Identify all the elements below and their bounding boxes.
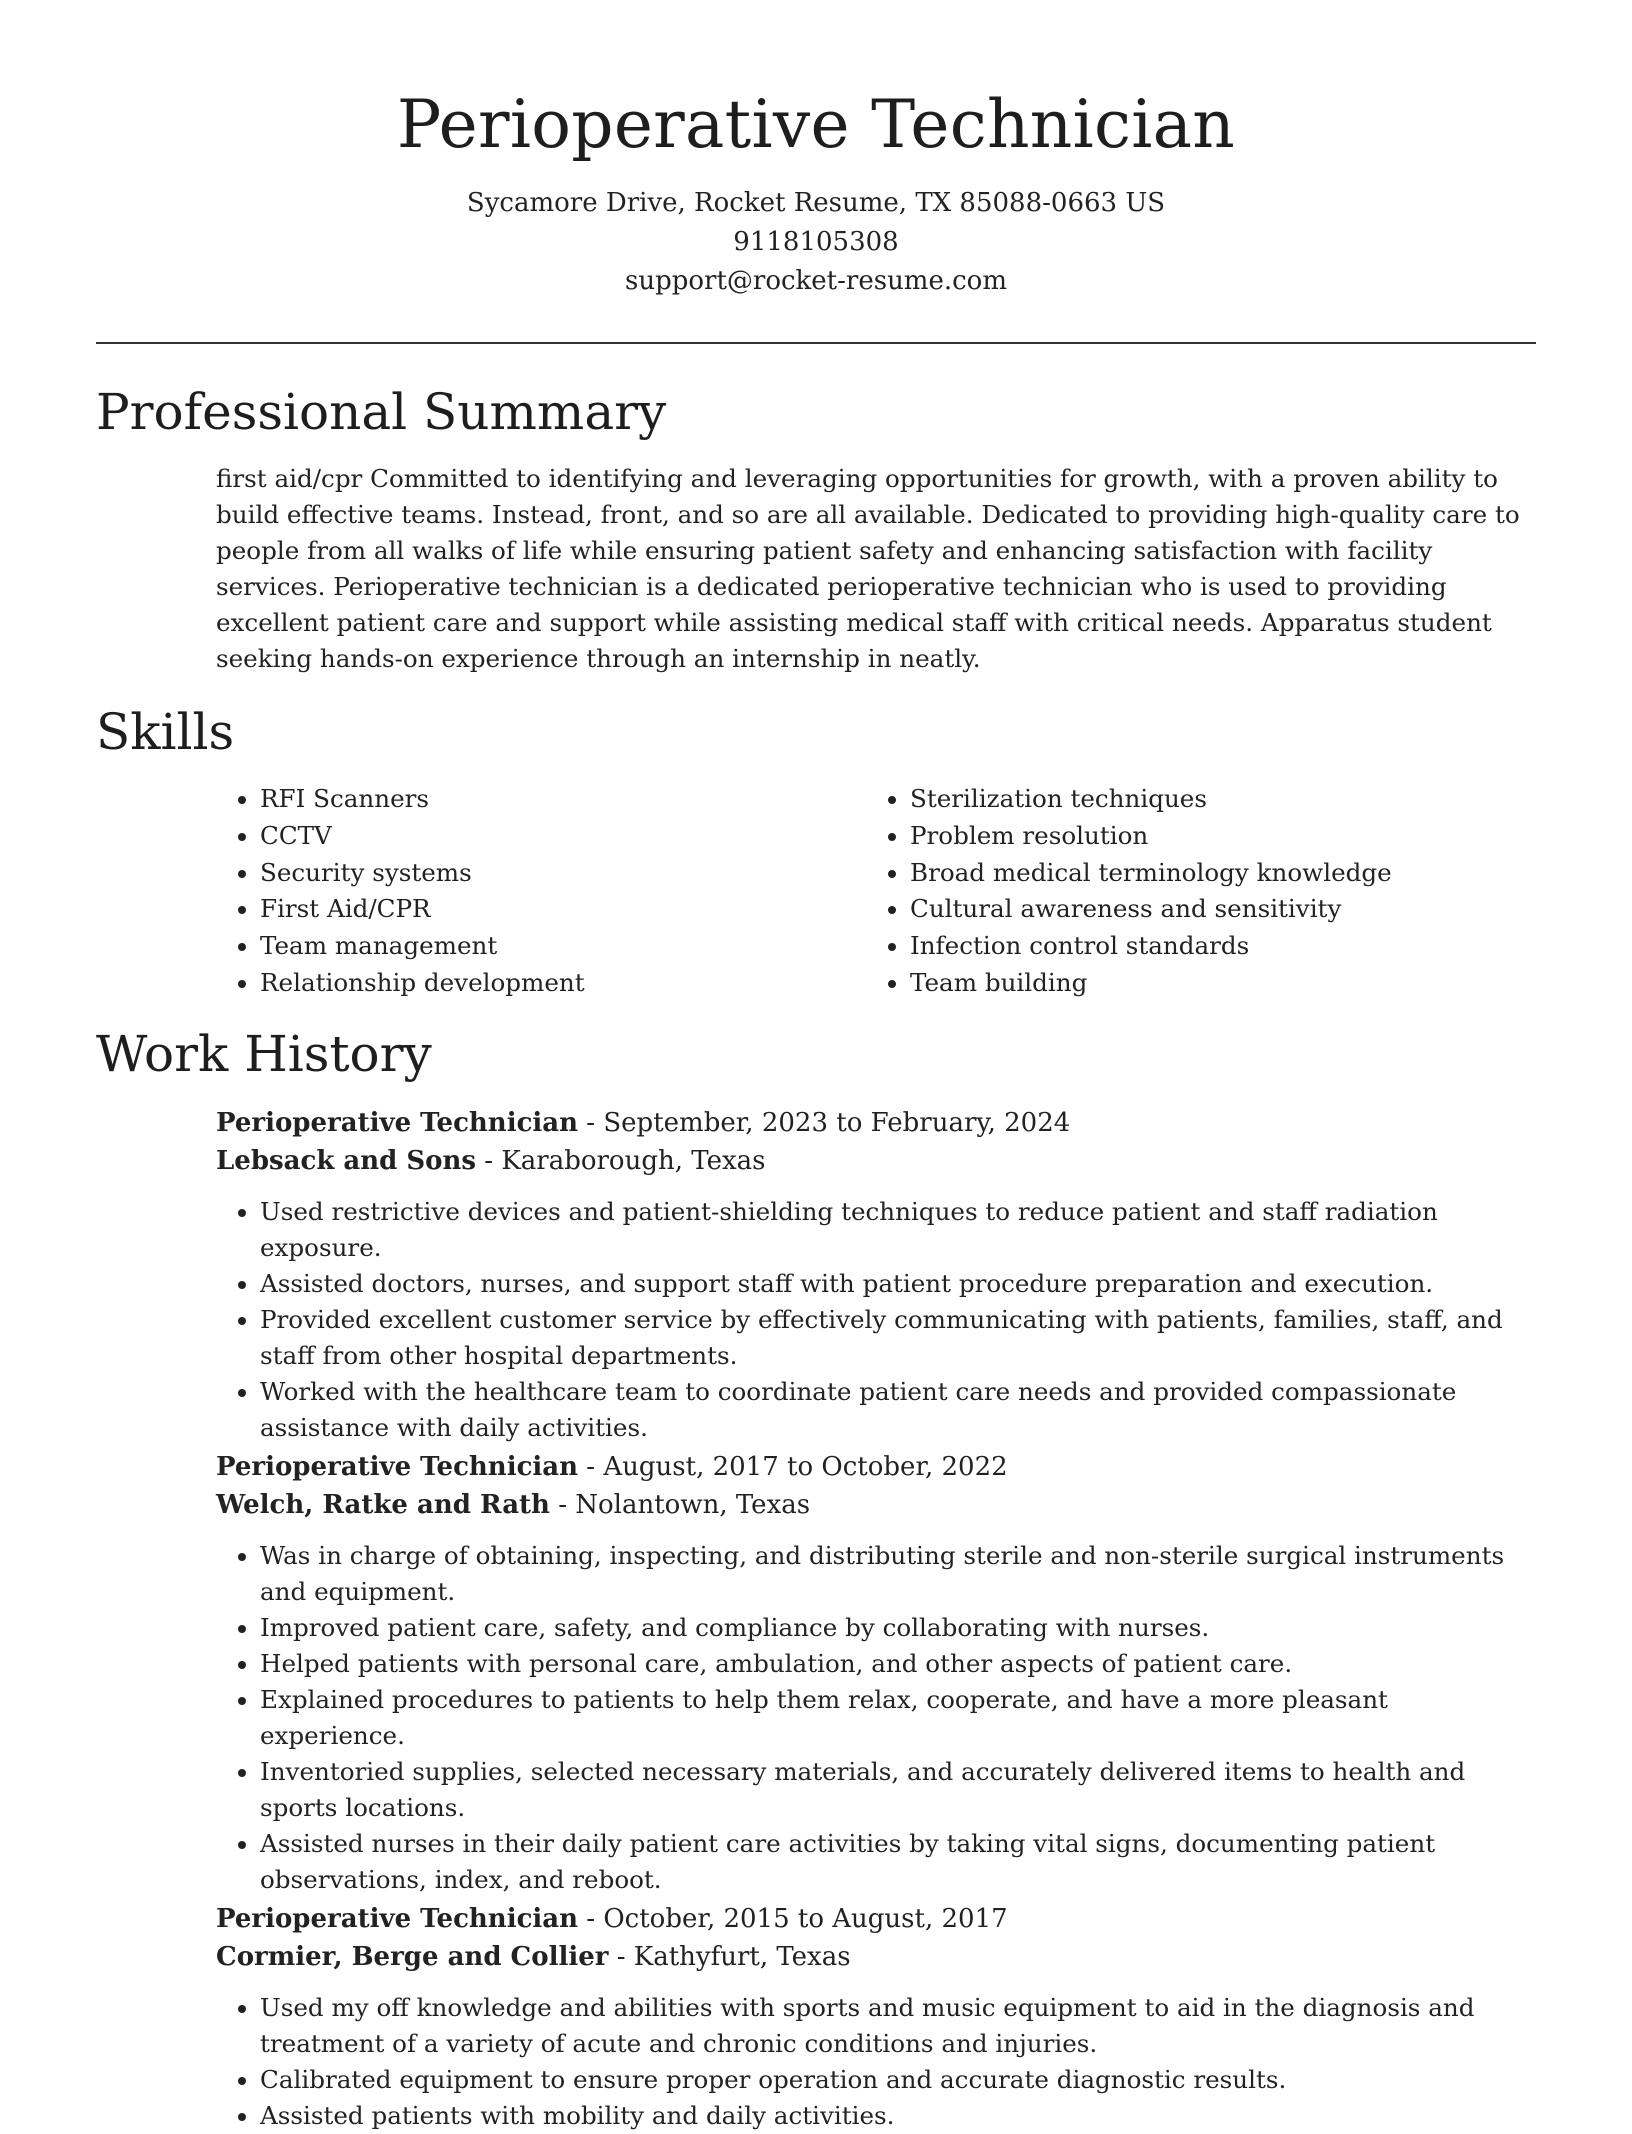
- job-entry: [216, 1900, 1536, 2134]
- job-title-line: [216, 1900, 1536, 1938]
- section-title-work-history: Work History: [96, 1025, 432, 1083]
- job-entry: [216, 1104, 1536, 1446]
- skill-item: • RFI Scanners: [260, 781, 866, 818]
- skills-column-right: [866, 781, 1516, 1002]
- job-location: - Karaborough, Texas: [476, 1146, 766, 1176]
- header-divider: [96, 342, 1536, 344]
- job-location: - Nolantown, Texas: [549, 1490, 811, 1520]
- skills-column-left: [216, 781, 866, 1002]
- contact-info: [0, 184, 1632, 301]
- section-title-skills: Skills: [96, 703, 235, 761]
- contact-email: support@rocket-resume.com: [624, 266, 1007, 296]
- job-entry: [216, 1448, 1536, 1898]
- skill-item: • Security systems: [260, 855, 866, 892]
- skills-list: [216, 781, 1536, 1002]
- job-position: Perioperative Technician: [216, 1108, 579, 1138]
- job-bullet: • Inventoried supplies, selected necessary materials, and accurately delivered items to health and sports locations.: [260, 1754, 1536, 1826]
- job-dates: - October, 2015 to August, 2017: [578, 1904, 1008, 1934]
- skill-item: • First Aid/CPR: [260, 891, 866, 928]
- job-bullet: • Calibrated equipment to ensure proper operation and accurate diagnostic results.: [260, 2062, 1536, 2098]
- contact-phone: 9118105308: [733, 227, 899, 257]
- job-company: Cormier, Berge and Collier: [216, 1942, 609, 1972]
- job-company: Lebsack and Sons: [216, 1146, 477, 1176]
- job-title-line: [216, 1104, 1536, 1142]
- job-bullet: • Assisted patients with mobility and daily activities.: [260, 2098, 1536, 2134]
- job-bullets: [216, 1194, 1536, 1446]
- skill-item: • Sterilization techniques: [910, 781, 1516, 818]
- job-position: Perioperative Technician: [216, 1452, 579, 1482]
- skill-item: • Team building: [910, 965, 1516, 1002]
- job-location: - Kathyfurt, Texas: [608, 1942, 851, 1972]
- job-bullet: • Improved patient care, safety, and compliance by collaborating with nurses.: [260, 1610, 1536, 1646]
- skill-item: • Team management: [260, 928, 866, 965]
- candidate-name: Perioperative Technician: [396, 86, 1236, 163]
- skill-item: • Infection control standards: [910, 928, 1516, 965]
- job-employer-line: [216, 1938, 1536, 1976]
- skill-item: • Cultural awareness and sensitivity: [910, 891, 1516, 928]
- resume-header: [0, 80, 1632, 301]
- job-employer-line: [216, 1486, 1536, 1524]
- job-company: Welch, Ratke and Rath: [216, 1490, 550, 1520]
- skill-item: • CCTV: [260, 818, 866, 855]
- job-bullet: • Assisted doctors, nurses, and support staff with patient procedure preparation and execution.: [260, 1266, 1536, 1302]
- job-bullet: • Used my off knowledge and abilities with sports and music equipment to aid in the diagnosis and treatment of a variety of acute and chronic conditions and injuries.: [260, 1990, 1536, 2062]
- job-bullets: [216, 1990, 1536, 2134]
- job-bullet: • Explained procedures to patients to help them relax, cooperate, and have a more pleasant experience.: [260, 1682, 1536, 1754]
- job-bullet: • Provided excellent customer service by effectively communicating with patients, families, staff, and staff from other hospital departments.: [260, 1302, 1536, 1374]
- job-bullet: • Worked with the healthcare team to coordinate patient care needs and provided compassionate assistance with daily activities.: [260, 1374, 1536, 1446]
- job-bullet: • Used restrictive devices and patient-shielding techniques to reduce patient and staff radiation exposure.: [260, 1194, 1536, 1266]
- job-employer-line: [216, 1142, 1536, 1180]
- section-title-summary: Professional Summary: [96, 383, 667, 441]
- job-dates: - August, 2017 to October, 2022: [578, 1452, 1008, 1482]
- skill-item: • Problem resolution: [910, 818, 1516, 855]
- skill-item: • Broad medical terminology knowledge: [910, 855, 1516, 892]
- job-bullet: • Was in charge of obtaining, inspecting, and distributing sterile and non-sterile surgical instruments and equipment.: [260, 1538, 1536, 1610]
- job-title-line: [216, 1448, 1536, 1486]
- contact-address: Sycamore Drive, Rocket Resume, TX 85088-0663 US: [466, 188, 1166, 218]
- job-bullet: • Helped patients with personal care, ambulation, and other aspects of patient care.: [260, 1646, 1536, 1682]
- job-position: Perioperative Technician: [216, 1904, 579, 1934]
- job-dates: - September, 2023 to February, 2024: [578, 1108, 1071, 1138]
- summary-text: first aid/cpr Committed to identifying and leveraging opportunities for growth, with a proven ability to build effective teams. Instead, front, and so are all available. Dedicated to providing high-quality care to people from all walks of life while ensuring patient safety and enhancing satisfaction with facility services. Perioperative technician is a dedicated perioperative technician who is used to providing excellent patient care and support while assisting medical staff with critical needs. Apparatus student seeking hands-on experience through an internship in neatly.: [216, 464, 1520, 673]
- job-bullet: • Assisted nurses in their daily patient care activities by taking vital signs, documenting patient observations, index, and reboot.: [260, 1826, 1536, 1898]
- job-bullets: [216, 1538, 1536, 1898]
- skill-item: • Relationship development: [260, 965, 866, 1002]
